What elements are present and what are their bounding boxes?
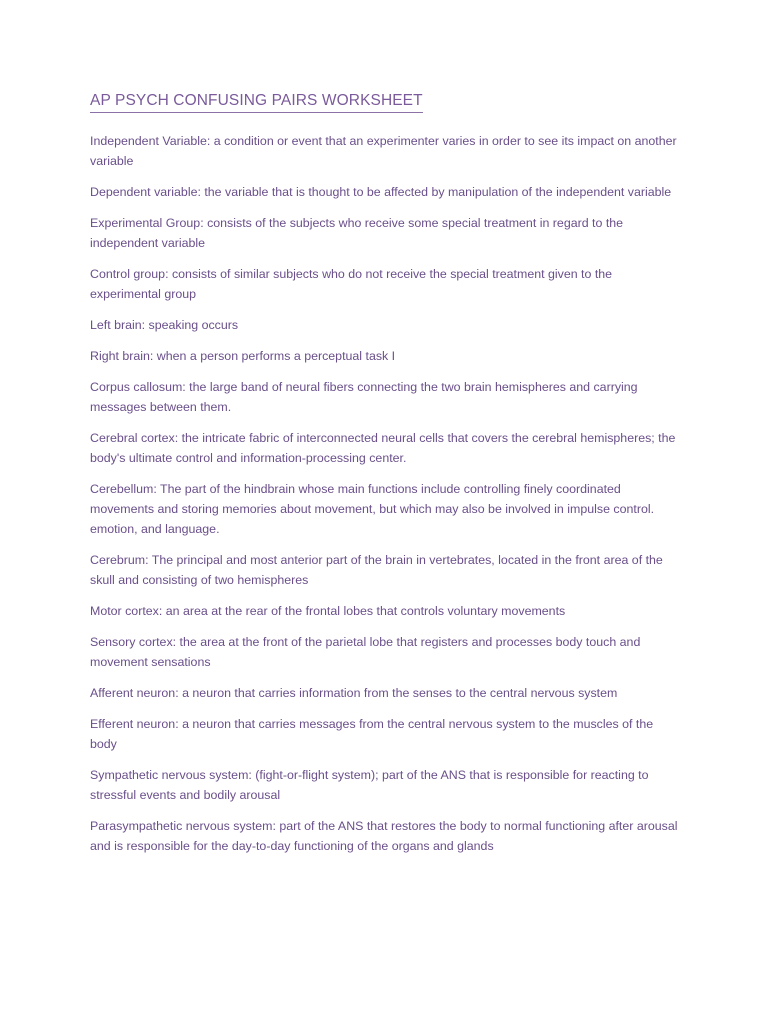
definition-entry: Left brain: speaking occurs [90, 318, 239, 332]
document-title: AP PSYCH CONFUSING PAIRS WORKSHEET [90, 92, 423, 113]
definition-list [90, 131, 678, 856]
definition-entry: Efferent neuron: a neuron that carries messages from the central nervous system to the muscles of the body [90, 717, 654, 751]
definition-entry: Control group: consists of similar subjects who do not receive the special treatment given to the experimental group [90, 267, 613, 301]
definition-entry: Sympathetic nervous system: (fight-or-flight system); part of the ANS that is responsible for reacting to stressful events and bodily arousal [90, 768, 649, 802]
definition-entry: Motor cortex: an area at the rear of the frontal lobes that controls voluntary movements [90, 604, 566, 618]
definition-entry: Afferent neuron: a neuron that carries information from the senses to the central nervous system [90, 686, 618, 700]
definition-entry: Independent Variable: a condition or event that an experimenter varies in order to see its impact on another variable [90, 134, 677, 168]
definition-entry: Sensory cortex: the area at the front of the parietal lobe that registers and processes body touch and movement sensations [90, 635, 641, 669]
definition-entry: Experimental Group: consists of the subjects who receive some special treatment in regard to the independent variable [90, 216, 624, 250]
definition-entry: Cerebral cortex: the intricate fabric of interconnected neural cells that covers the cerebral hemispheres; the body's ultimate control and information-processing center. [90, 431, 676, 465]
definition-entry: Right brain: when a person performs a perceptual task I [90, 349, 396, 363]
definition-entry: Corpus callosum: the large band of neural fibers connecting the two brain hemispheres and carrying messages between them. [90, 380, 638, 414]
definition-entry: Parasympathetic nervous system: part of the ANS that restores the body to normal functioning after arousal and is responsible for the day-to-day functioning of the organs and glands [90, 819, 678, 853]
definition-entry: Cerebrum: The principal and most anterior part of the brain in vertebrates, located in the front area of the skull and consisting of two hemispheres [90, 553, 663, 587]
definition-entry: Cerebellum: The part of the hindbrain whose main functions include controlling finely coordinated movements and storing memories about movement, but which may also be involved in impulse control. emotion, and language. [90, 482, 655, 536]
definition-entry: Dependent variable: the variable that is thought to be affected by manipulation of the independent variable [90, 185, 672, 199]
